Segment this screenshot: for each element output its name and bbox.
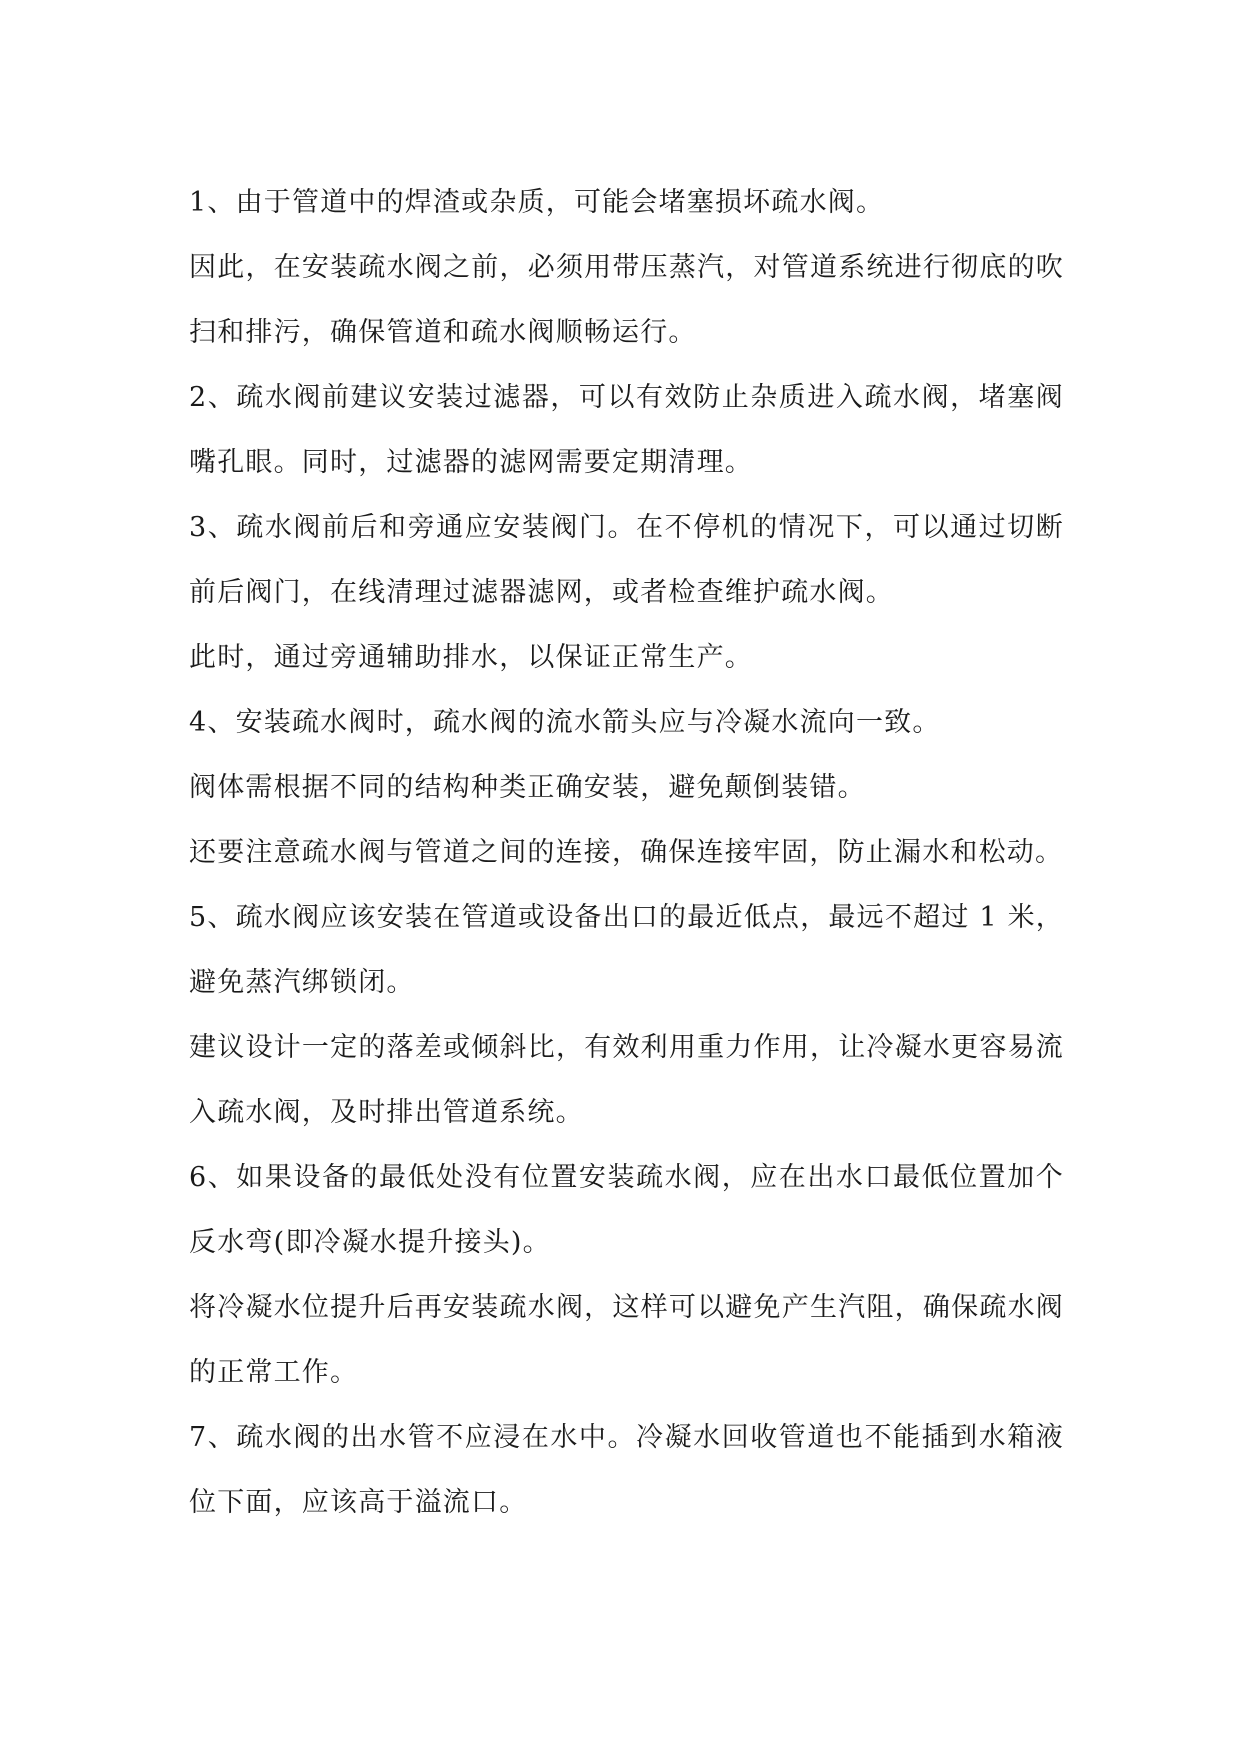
paragraph-9: 5、疏水阀应该安装在管道或设备出口的最近低点，最远不超过 1 米，避免蒸汽绑锁闭。 <box>189 902 1064 998</box>
paragraph-3: 2、疏水阀前建议安装过滤器，可以有效防止杂质进入疏水阀，堵塞阀嘴孔眼。同时，过滤器的滤网需要定期清理。 <box>189 382 1064 478</box>
paragraph-13: 7、疏水阀的出水管不应浸在水中。冷凝水回收管道也不能插到水箱液位下面，应该高于溢流口。 <box>189 1422 1064 1518</box>
paragraph-5: 此时，通过旁通辅助排水，以保证正常生产。 <box>189 642 753 673</box>
paragraph-7: 阀体需根据不同的结构种类正确安装，避免颠倒装错。 <box>189 772 866 803</box>
paragraph-6: 4、安装疏水阀时，疏水阀的流水箭头应与冷凝水流向一致。 <box>189 707 941 738</box>
document-body <box>189 170 1064 1535</box>
paragraph-12: 将冷凝水位提升后再安装疏水阀，这样可以避免产生汽阻，确保疏水阀的正常工作。 <box>189 1292 1064 1388</box>
paragraph-11: 6、如果设备的最低处没有位置安装疏水阀，应在出水口最低位置加个反水弯(即冷凝水提升接头)。 <box>189 1162 1064 1258</box>
paragraph-1: 1、由于管道中的焊渣或杂质，可能会堵塞损坏疏水阀。 <box>189 187 885 218</box>
paragraph-2: 因此，在安装疏水阀之前，必须用带压蒸汽，对管道系统进行彻底的吹扫和排污，确保管道和疏水阀顺畅运行。 <box>189 252 1064 348</box>
paragraph-10: 建议设计一定的落差或倾斜比，有效利用重力作用，让冷凝水更容易流入疏水阀，及时排出管道系统。 <box>189 1032 1064 1128</box>
paragraph-4: 3、疏水阀前后和旁通应安装阀门。在不停机的情况下，可以通过切断前后阀门，在线清理过滤器滤网，或者检查维护疏水阀。 <box>189 512 1064 608</box>
paragraph-8: 还要注意疏水阀与管道之间的连接，确保连接牢固，防止漏水和松动。 <box>189 837 1064 868</box>
